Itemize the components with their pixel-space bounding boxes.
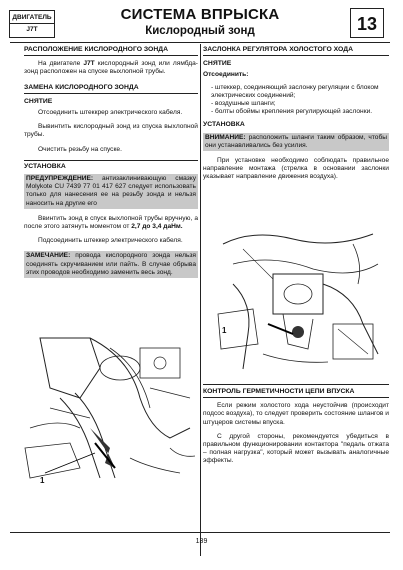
page-number: 139 bbox=[195, 538, 208, 545]
subsection-title: СНЯТИЕ bbox=[24, 97, 53, 105]
right-column bbox=[203, 45, 389, 188]
section-title: ЗАСЛОНКА РЕГУЛЯТОРА ХОЛОСТОГО ХОДА bbox=[203, 45, 389, 56]
chapter-number: 13 bbox=[350, 8, 384, 38]
column-divider bbox=[200, 44, 201, 556]
paragraph: Отсоединить: bbox=[203, 71, 249, 79]
idle-valve-illustration bbox=[213, 224, 385, 374]
page-subtitle: Кислородный зонд bbox=[145, 25, 255, 37]
list-item: - штеккер, соединяющий заслонку регуляции с блоком электрических соединений; bbox=[211, 83, 379, 99]
subsection-title: УСТАНОВКА bbox=[203, 121, 245, 129]
page-header bbox=[60, 6, 340, 38]
paragraph: Отсоединить штеккрер электрического кабеля. bbox=[38, 109, 183, 117]
list-item: - воздушные шланги; bbox=[211, 100, 276, 108]
section-title: РАСПОЛОЖЕНИЕ КИСЛОРОДНОГО ЗОНДА bbox=[24, 45, 198, 56]
removal-list bbox=[203, 84, 389, 117]
figure-callout-number: 1 bbox=[40, 476, 45, 485]
header-rule bbox=[10, 42, 390, 43]
subsection-title: СНЯТИЕ bbox=[203, 60, 232, 68]
right-column-lower bbox=[203, 384, 389, 472]
paragraph: С другой стороны, рекомендуется убедиться в правильном функционировании контактора "педаль отжата – полная нагрузка", который может вызывать аналогичные эффекты. bbox=[203, 432, 389, 465]
figure-callout-number: 1 bbox=[222, 326, 227, 335]
engine-code: J7T bbox=[26, 26, 38, 33]
paragraph: На двигателе J7T кислородный зонд или лямбда-зонд расположен на спуске выхлопной трубы. bbox=[24, 60, 198, 76]
section-title: КОНТРОЛЬ ГЕРМЕТИЧНОСТИ ЦЕПИ ВПУСКА bbox=[203, 384, 389, 398]
list-item: - болты обоймы крепления регулирующей заслонки. bbox=[211, 108, 373, 116]
paragraph: При установке необходимо соблюдать правильное направление монтажа (стрелка в основании заслонки указывает направление движения воздуха). bbox=[203, 157, 389, 181]
page-title: СИСТЕМА ВПРЫСКА bbox=[120, 6, 280, 23]
footer-rule bbox=[10, 532, 390, 533]
note-box: ЗАМЕЧАНИЕ: провода кислородного зонда нельзя соединять скручиванием или пайть. В случае обрыва этих проводов необходимо заменить весь зонд. bbox=[24, 251, 198, 278]
warning-box: ПРЕДУПРЕЖДЕНИЕ: антизаклинивающую смазку Molykote CU 7439 77 01 417 627 следует использовать только для нанесения ее на резьбу зонда и нельзя наносить на другие его bbox=[24, 174, 198, 209]
paragraph: Подсоединить штеккер электрического кабеля. bbox=[38, 237, 183, 245]
section-title: ЗАМЕНА КИСЛОРОДНОГО ЗОНДА bbox=[24, 83, 198, 94]
warning-box: ВНИМАНИЕ: расположить шланги таким образом, чтобы они устанавливались без усилия. bbox=[203, 133, 389, 151]
engine-box bbox=[9, 10, 55, 38]
paragraph: Вывинтить кислородный зонд из спуска выхлопной трубы. bbox=[24, 123, 198, 139]
engine-label: ДВИГАТЕЛЬ bbox=[10, 11, 54, 24]
paragraph: Ввинтить зонд в спуск выхлопной трубы вручную, а после этого затянуть моментом от 2,7 до 3,4 даНм. bbox=[24, 214, 198, 231]
paragraph: Если режим холостого хода неустойчив (происходит подсос воздуха), то следует проверить состояние шлангов и штуцеров системы впуска. bbox=[203, 402, 389, 426]
paragraph: Очистить резьбу на спуске. bbox=[38, 145, 122, 153]
subsection-title: УСТАНОВКА bbox=[24, 160, 198, 171]
oxygen-sensor-illustration bbox=[20, 328, 200, 488]
left-column bbox=[24, 45, 198, 284]
